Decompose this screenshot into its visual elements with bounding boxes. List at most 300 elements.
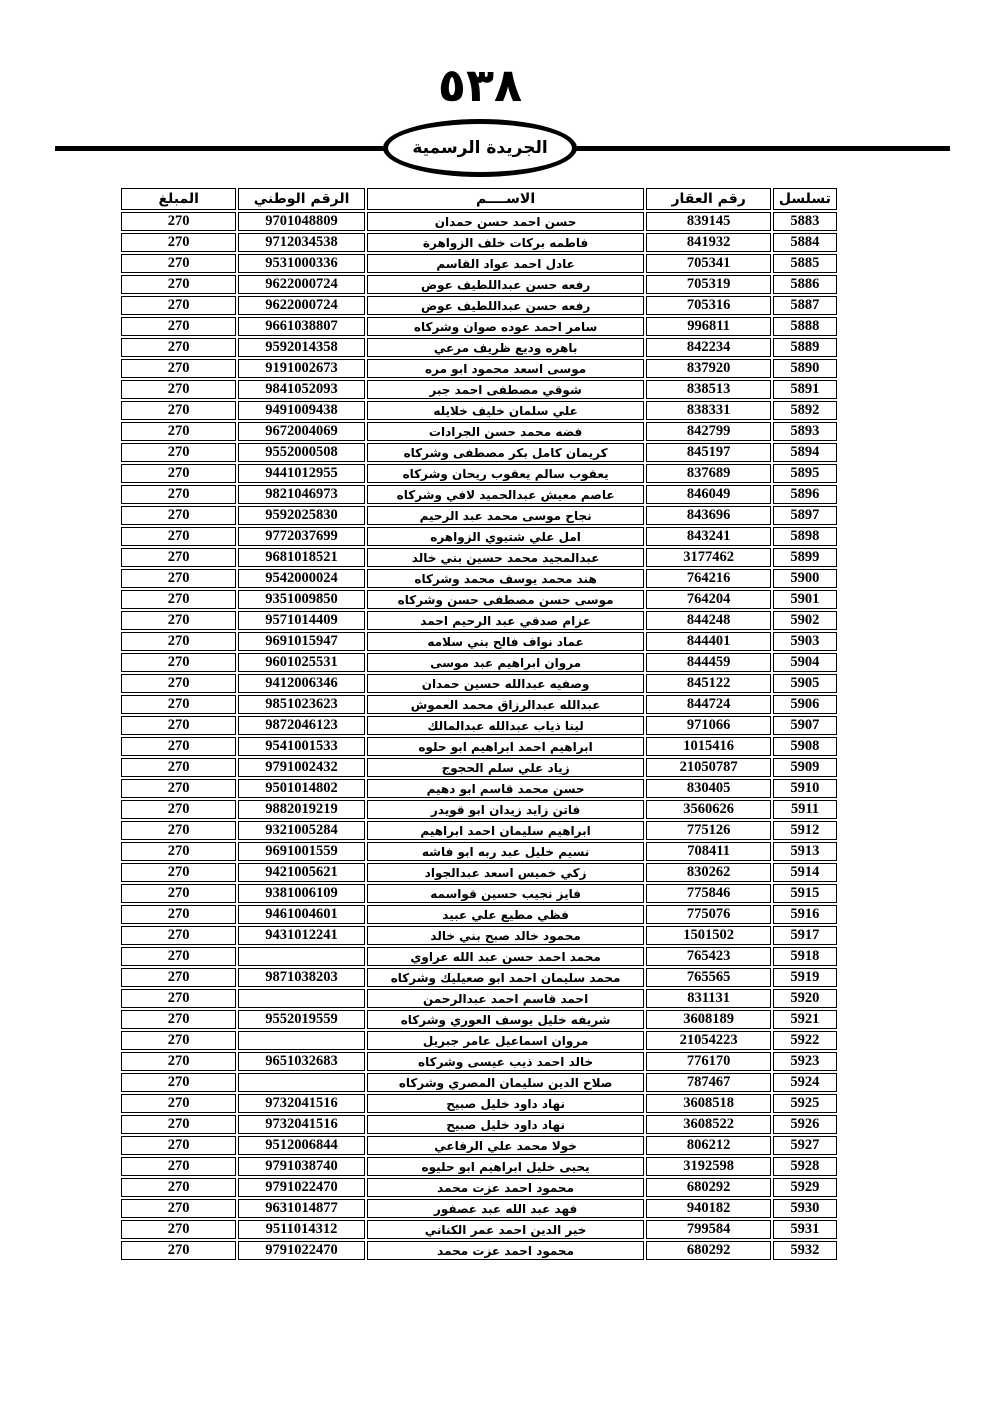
property-number-cell: 764204 xyxy=(646,590,770,609)
serial-cell: 5891 xyxy=(773,380,837,399)
amount-cell: 270 xyxy=(121,1178,236,1197)
national-id-cell: 9512006844 xyxy=(238,1136,364,1155)
serial-cell: 5886 xyxy=(773,275,837,294)
property-number-cell: 799584 xyxy=(646,1220,770,1239)
national-id-cell: 9732041516 xyxy=(238,1094,364,1113)
property-number-cell: 838331 xyxy=(646,401,770,420)
records-table-wrap xyxy=(119,186,839,1262)
property-number-cell: 806212 xyxy=(646,1136,770,1155)
property-number-cell: 1501502 xyxy=(646,926,770,945)
table-row xyxy=(121,1115,837,1134)
name-cell: محمود احمد عزت محمد xyxy=(367,1241,645,1260)
table-row xyxy=(121,1094,837,1113)
amount-cell: 270 xyxy=(121,632,236,651)
serial-cell: 5909 xyxy=(773,758,837,777)
national-id-cell: 9421005621 xyxy=(238,863,364,882)
table-row xyxy=(121,1241,837,1260)
amount-cell: 270 xyxy=(121,1073,236,1092)
table-row xyxy=(121,1052,837,1071)
table-row xyxy=(121,716,837,735)
national-id-cell: 9631014877 xyxy=(238,1199,364,1218)
serial-cell: 5893 xyxy=(773,422,837,441)
table-row xyxy=(121,1199,837,1218)
national-id-cell: 9851023623 xyxy=(238,695,364,714)
serial-cell: 5915 xyxy=(773,884,837,903)
national-id-cell: 9772037699 xyxy=(238,527,364,546)
property-number-cell: 705316 xyxy=(646,296,770,315)
amount-cell: 270 xyxy=(121,1094,236,1113)
serial-cell: 5919 xyxy=(773,968,837,987)
table-row xyxy=(121,926,837,945)
property-number-cell: 705319 xyxy=(646,275,770,294)
name-cell: فضه محمد حسن الجرادات xyxy=(367,422,645,441)
property-number-cell: 837689 xyxy=(646,464,770,483)
property-number-cell: 844724 xyxy=(646,695,770,714)
national-id-cell: 9552000508 xyxy=(238,443,364,462)
property-number-cell: 838513 xyxy=(646,380,770,399)
table-row xyxy=(121,674,837,693)
serial-cell: 5916 xyxy=(773,905,837,924)
header-property: رقم العقار xyxy=(646,188,770,210)
property-number-cell: 765565 xyxy=(646,968,770,987)
amount-cell: 270 xyxy=(121,674,236,693)
amount-cell: 270 xyxy=(121,863,236,882)
serial-cell: 5911 xyxy=(773,800,837,819)
gazette-title-ellipse xyxy=(383,119,577,177)
property-number-cell: 842234 xyxy=(646,338,770,357)
serial-cell: 5929 xyxy=(773,1178,837,1197)
table-row xyxy=(121,653,837,672)
serial-cell: 5906 xyxy=(773,695,837,714)
table-row xyxy=(121,842,837,861)
property-number-cell: 787467 xyxy=(646,1073,770,1092)
serial-cell: 5904 xyxy=(773,653,837,672)
national-id-cell: 9501014802 xyxy=(238,779,364,798)
national-id-cell: 9592014358 xyxy=(238,338,364,357)
amount-cell: 270 xyxy=(121,1010,236,1029)
amount-cell: 270 xyxy=(121,821,236,840)
table-row xyxy=(121,548,837,567)
property-number-cell: 971066 xyxy=(646,716,770,735)
amount-cell: 270 xyxy=(121,1157,236,1176)
name-cell: سامر احمد عوده صوان وشركاه xyxy=(367,317,645,336)
records-table xyxy=(119,186,839,1262)
amount-cell: 270 xyxy=(121,527,236,546)
serial-cell: 5927 xyxy=(773,1136,837,1155)
amount-cell: 270 xyxy=(121,653,236,672)
amount-cell: 270 xyxy=(121,506,236,525)
serial-cell: 5908 xyxy=(773,737,837,756)
property-number-cell: 845197 xyxy=(646,443,770,462)
serial-cell: 5918 xyxy=(773,947,837,966)
national-id-cell: 9701048809 xyxy=(238,212,364,231)
table-row xyxy=(121,527,837,546)
table-row xyxy=(121,1220,837,1239)
national-id-cell: 9821046973 xyxy=(238,485,364,504)
name-cell: مروان اسماعيل عامر جبريل xyxy=(367,1031,645,1050)
property-number-cell: 775076 xyxy=(646,905,770,924)
property-number-cell: 844459 xyxy=(646,653,770,672)
table-row xyxy=(121,1031,837,1050)
name-cell: نجاح موسى محمد عبد الرحيم xyxy=(367,506,645,525)
name-cell: موسى اسعد محمود ابو مره xyxy=(367,359,645,378)
table-header-row xyxy=(121,188,837,210)
property-number-cell: 844248 xyxy=(646,611,770,630)
national-id-cell: 9882019219 xyxy=(238,800,364,819)
name-cell: يعقوب سالم يعقوب ريحان وشركاه xyxy=(367,464,645,483)
name-cell: خالد احمد ذيب عيسى وشركاه xyxy=(367,1052,645,1071)
serial-cell: 5930 xyxy=(773,1199,837,1218)
national-id-cell: 9661038807 xyxy=(238,317,364,336)
property-number-cell: 837920 xyxy=(646,359,770,378)
national-id-cell xyxy=(238,1031,364,1050)
amount-cell: 270 xyxy=(121,1220,236,1239)
national-id-cell: 9381006109 xyxy=(238,884,364,903)
name-cell: امل علي شتيوي الزواهره xyxy=(367,527,645,546)
name-cell: حسن محمد قاسم ابو دهيم xyxy=(367,779,645,798)
amount-cell: 270 xyxy=(121,590,236,609)
serial-cell: 5898 xyxy=(773,527,837,546)
table-row xyxy=(121,968,837,987)
table-row xyxy=(121,254,837,273)
name-cell: صلاح الدين سليمان المصري وشركاه xyxy=(367,1073,645,1092)
serial-cell: 5931 xyxy=(773,1220,837,1239)
amount-cell: 270 xyxy=(121,380,236,399)
national-id-cell: 9441012955 xyxy=(238,464,364,483)
property-number-cell: 3608522 xyxy=(646,1115,770,1134)
amount-cell: 270 xyxy=(121,254,236,273)
table-row xyxy=(121,590,837,609)
national-id-cell: 9321005284 xyxy=(238,821,364,840)
amount-cell: 270 xyxy=(121,695,236,714)
table-row xyxy=(121,212,837,231)
national-id-cell: 9872046123 xyxy=(238,716,364,735)
amount-cell: 270 xyxy=(121,1136,236,1155)
amount-cell: 270 xyxy=(121,485,236,504)
serial-cell: 5925 xyxy=(773,1094,837,1113)
name-cell: خولا محمد علي الرفاعي xyxy=(367,1136,645,1155)
name-cell: عبدالمجيد محمد حسين بني خالد xyxy=(367,548,645,567)
name-cell: ابراهيم احمد ابراهيم ابو حلوه xyxy=(367,737,645,756)
name-cell: وصفيه عبدالله حسين حمدان xyxy=(367,674,645,693)
amount-cell: 270 xyxy=(121,905,236,924)
name-cell: عاصم معيش عبدالحميد لافي وشركاه xyxy=(367,485,645,504)
serial-cell: 5924 xyxy=(773,1073,837,1092)
name-cell: عزام صدقي عبد الرحيم احمد xyxy=(367,611,645,630)
national-id-cell: 9691015947 xyxy=(238,632,364,651)
name-cell: حسن احمد حسن حمدان xyxy=(367,212,645,231)
serial-cell: 5887 xyxy=(773,296,837,315)
serial-cell: 5923 xyxy=(773,1052,837,1071)
table-row xyxy=(121,506,837,525)
property-number-cell: 844401 xyxy=(646,632,770,651)
table-row xyxy=(121,989,837,1008)
national-id-cell: 9571014409 xyxy=(238,611,364,630)
serial-cell: 5889 xyxy=(773,338,837,357)
table-row xyxy=(121,401,837,420)
page-number: ٥٣٨ xyxy=(437,58,523,112)
name-cell: هند محمد يوسف محمد وشركاه xyxy=(367,569,645,588)
amount-cell: 270 xyxy=(121,1031,236,1050)
serial-cell: 5888 xyxy=(773,317,837,336)
amount-cell: 270 xyxy=(121,800,236,819)
amount-cell: 270 xyxy=(121,842,236,861)
national-id-cell: 9791038740 xyxy=(238,1157,364,1176)
property-number-cell: 830405 xyxy=(646,779,770,798)
amount-cell: 270 xyxy=(121,317,236,336)
table-row xyxy=(121,443,837,462)
serial-cell: 5899 xyxy=(773,548,837,567)
name-cell: خير الدين احمد عمر الكناني xyxy=(367,1220,645,1239)
name-cell: كريمان كامل بكر مصطفى وشركاه xyxy=(367,443,645,462)
national-id-cell: 9651032683 xyxy=(238,1052,364,1071)
name-cell: عماد نواف فالح بني سلامه xyxy=(367,632,645,651)
property-number-cell: 843696 xyxy=(646,506,770,525)
name-cell: فظي مطيع علي عبيد xyxy=(367,905,645,924)
table-row xyxy=(121,947,837,966)
property-number-cell: 1015416 xyxy=(646,737,770,756)
amount-cell: 270 xyxy=(121,1115,236,1134)
national-id-cell: 9431012241 xyxy=(238,926,364,945)
name-cell: محمود احمد عزت محمد xyxy=(367,1178,645,1197)
national-id-cell: 9681018521 xyxy=(238,548,364,567)
national-id-cell xyxy=(238,989,364,1008)
national-id-cell: 9191002673 xyxy=(238,359,364,378)
name-cell: شريفه خليل يوسف العوري وشركاه xyxy=(367,1010,645,1029)
name-cell: مروان ابراهيم عبد موسى xyxy=(367,653,645,672)
serial-cell: 5897 xyxy=(773,506,837,525)
table-row xyxy=(121,569,837,588)
national-id-cell: 9871038203 xyxy=(238,968,364,987)
national-id-cell: 9622000724 xyxy=(238,296,364,315)
serial-cell: 5907 xyxy=(773,716,837,735)
table-row xyxy=(121,380,837,399)
amount-cell: 270 xyxy=(121,884,236,903)
property-number-cell: 3192598 xyxy=(646,1157,770,1176)
header-national: الرقم الوطني xyxy=(238,188,364,210)
table-row xyxy=(121,695,837,714)
name-cell: علي سلمان خليف خلايله xyxy=(367,401,645,420)
table-row xyxy=(121,275,837,294)
national-id-cell: 9691001559 xyxy=(238,842,364,861)
table-row xyxy=(121,758,837,777)
name-cell: محمود خالد صبح بني خالد xyxy=(367,926,645,945)
amount-cell: 270 xyxy=(121,758,236,777)
serial-cell: 5896 xyxy=(773,485,837,504)
serial-cell: 5922 xyxy=(773,1031,837,1050)
table-row xyxy=(121,422,837,441)
serial-cell: 5932 xyxy=(773,1241,837,1260)
table-row xyxy=(121,359,837,378)
national-id-cell: 9712034538 xyxy=(238,233,364,252)
table-row xyxy=(121,1010,837,1029)
name-cell: لينا ذياب عبدالله عبدالمالك xyxy=(367,716,645,735)
table-row xyxy=(121,611,837,630)
table-row xyxy=(121,737,837,756)
name-cell: فاتن زايد زيدان ابو قويدر xyxy=(367,800,645,819)
table-row xyxy=(121,884,837,903)
amount-cell: 270 xyxy=(121,1052,236,1071)
property-number-cell: 775126 xyxy=(646,821,770,840)
amount-cell: 270 xyxy=(121,947,236,966)
amount-cell: 270 xyxy=(121,569,236,588)
property-number-cell: 705341 xyxy=(646,254,770,273)
amount-cell: 270 xyxy=(121,464,236,483)
table-row xyxy=(121,1073,837,1092)
amount-cell: 270 xyxy=(121,443,236,462)
table-row xyxy=(121,1136,837,1155)
property-number-cell: 996811 xyxy=(646,317,770,336)
national-id-cell: 9511014312 xyxy=(238,1220,364,1239)
name-cell: احمد قاسم احمد عبدالرحمن xyxy=(367,989,645,1008)
name-cell: موسى حسن مصطفى حسن وشركاه xyxy=(367,590,645,609)
name-cell: ابراهيم سليمان احمد ابراهيم xyxy=(367,821,645,840)
header-name: الاســــم xyxy=(367,188,645,210)
property-number-cell: 764216 xyxy=(646,569,770,588)
amount-cell: 270 xyxy=(121,779,236,798)
amount-cell: 270 xyxy=(121,737,236,756)
serial-cell: 5926 xyxy=(773,1115,837,1134)
table-row xyxy=(121,779,837,798)
national-id-cell: 9791022470 xyxy=(238,1178,364,1197)
name-cell: باهره وديع ظريف مرعي xyxy=(367,338,645,357)
national-id-cell: 9351009850 xyxy=(238,590,364,609)
amount-cell: 270 xyxy=(121,1241,236,1260)
amount-cell: 270 xyxy=(121,359,236,378)
amount-cell: 270 xyxy=(121,989,236,1008)
serial-cell: 5905 xyxy=(773,674,837,693)
amount-cell: 270 xyxy=(121,422,236,441)
serial-cell: 5920 xyxy=(773,989,837,1008)
amount-cell: 270 xyxy=(121,296,236,315)
table-row xyxy=(121,821,837,840)
name-cell: زياد علي سلم الحجوج xyxy=(367,758,645,777)
national-id-cell: 9412006346 xyxy=(238,674,364,693)
amount-cell: 270 xyxy=(121,611,236,630)
national-id-cell: 9491009438 xyxy=(238,401,364,420)
table-row xyxy=(121,863,837,882)
national-id-cell: 9592025830 xyxy=(238,506,364,525)
name-cell: محمد احمد حسن عبد الله عراوي xyxy=(367,947,645,966)
table-row xyxy=(121,1178,837,1197)
serial-cell: 5917 xyxy=(773,926,837,945)
amount-cell: 270 xyxy=(121,233,236,252)
property-number-cell: 3177462 xyxy=(646,548,770,567)
name-cell: عبدالله عبدالرزاق محمد العموش xyxy=(367,695,645,714)
amount-cell: 270 xyxy=(121,212,236,231)
table-row xyxy=(121,485,837,504)
serial-cell: 5913 xyxy=(773,842,837,861)
property-number-cell: 680292 xyxy=(646,1241,770,1260)
gazette-title: الجريدة الرسمية xyxy=(412,138,548,158)
serial-cell: 5883 xyxy=(773,212,837,231)
name-cell: يحيى خليل ابراهيم ابو حليوه xyxy=(367,1157,645,1176)
national-id-cell: 9531000336 xyxy=(238,254,364,273)
national-id-cell: 9622000724 xyxy=(238,275,364,294)
property-number-cell: 776170 xyxy=(646,1052,770,1071)
property-number-cell: 940182 xyxy=(646,1199,770,1218)
serial-cell: 5890 xyxy=(773,359,837,378)
serial-cell: 5884 xyxy=(773,233,837,252)
table-body xyxy=(121,212,837,1260)
national-id-cell: 9542000024 xyxy=(238,569,364,588)
serial-cell: 5910 xyxy=(773,779,837,798)
amount-cell: 270 xyxy=(121,548,236,567)
name-cell: فاطمه بركات خلف الزواهرة xyxy=(367,233,645,252)
serial-cell: 5912 xyxy=(773,821,837,840)
amount-cell: 270 xyxy=(121,401,236,420)
property-number-cell: 846049 xyxy=(646,485,770,504)
serial-cell: 5894 xyxy=(773,443,837,462)
serial-cell: 5892 xyxy=(773,401,837,420)
name-cell: محمد سليمان احمد ابو صعيليك وشركاه xyxy=(367,968,645,987)
header-serial: تسلسل xyxy=(773,188,837,210)
national-id-cell: 9601025531 xyxy=(238,653,364,672)
name-cell: زكي خميس اسعد عبدالجواد xyxy=(367,863,645,882)
amount-cell: 270 xyxy=(121,926,236,945)
national-id-cell: 9732041516 xyxy=(238,1115,364,1134)
national-id-cell: 9552019559 xyxy=(238,1010,364,1029)
national-id-cell xyxy=(238,947,364,966)
property-number-cell: 708411 xyxy=(646,842,770,861)
amount-cell: 270 xyxy=(121,275,236,294)
name-cell: شوقي مصطفى احمد جبر xyxy=(367,380,645,399)
serial-cell: 5885 xyxy=(773,254,837,273)
name-cell: نهاد داود خليل صبيح xyxy=(367,1094,645,1113)
table-row xyxy=(121,233,837,252)
amount-cell: 270 xyxy=(121,338,236,357)
serial-cell: 5903 xyxy=(773,632,837,651)
property-number-cell: 842799 xyxy=(646,422,770,441)
table-row xyxy=(121,1157,837,1176)
property-number-cell: 839145 xyxy=(646,212,770,231)
property-number-cell: 775846 xyxy=(646,884,770,903)
table-row xyxy=(121,905,837,924)
amount-cell: 270 xyxy=(121,1199,236,1218)
serial-cell: 5895 xyxy=(773,464,837,483)
serial-cell: 5921 xyxy=(773,1010,837,1029)
property-number-cell: 765423 xyxy=(646,947,770,966)
table-row xyxy=(121,464,837,483)
name-cell: رفعه حسن عبداللطيف عوض xyxy=(367,296,645,315)
property-number-cell: 3608189 xyxy=(646,1010,770,1029)
table-row xyxy=(121,800,837,819)
name-cell: فايز نجيب حسين قواسمه xyxy=(367,884,645,903)
serial-cell: 5914 xyxy=(773,863,837,882)
property-number-cell: 841932 xyxy=(646,233,770,252)
name-cell: عادل احمد عواد القاسم xyxy=(367,254,645,273)
national-id-cell: 9541001533 xyxy=(238,737,364,756)
national-id-cell: 9461004601 xyxy=(238,905,364,924)
name-cell: رفعه حسن عبداللطيف عوض xyxy=(367,275,645,294)
table-row xyxy=(121,338,837,357)
table-row xyxy=(121,317,837,336)
amount-cell: 270 xyxy=(121,716,236,735)
serial-cell: 5902 xyxy=(773,611,837,630)
national-id-cell: 9791002432 xyxy=(238,758,364,777)
serial-cell: 5900 xyxy=(773,569,837,588)
property-number-cell: 3560626 xyxy=(646,800,770,819)
table-row xyxy=(121,632,837,651)
national-id-cell xyxy=(238,1073,364,1092)
property-number-cell: 21054223 xyxy=(646,1031,770,1050)
header-amount: المبلغ xyxy=(121,188,236,210)
national-id-cell: 9841052093 xyxy=(238,380,364,399)
property-number-cell: 680292 xyxy=(646,1178,770,1197)
name-cell: فهد عبد الله عبد عصفور xyxy=(367,1199,645,1218)
property-number-cell: 3608518 xyxy=(646,1094,770,1113)
national-id-cell: 9672004069 xyxy=(238,422,364,441)
